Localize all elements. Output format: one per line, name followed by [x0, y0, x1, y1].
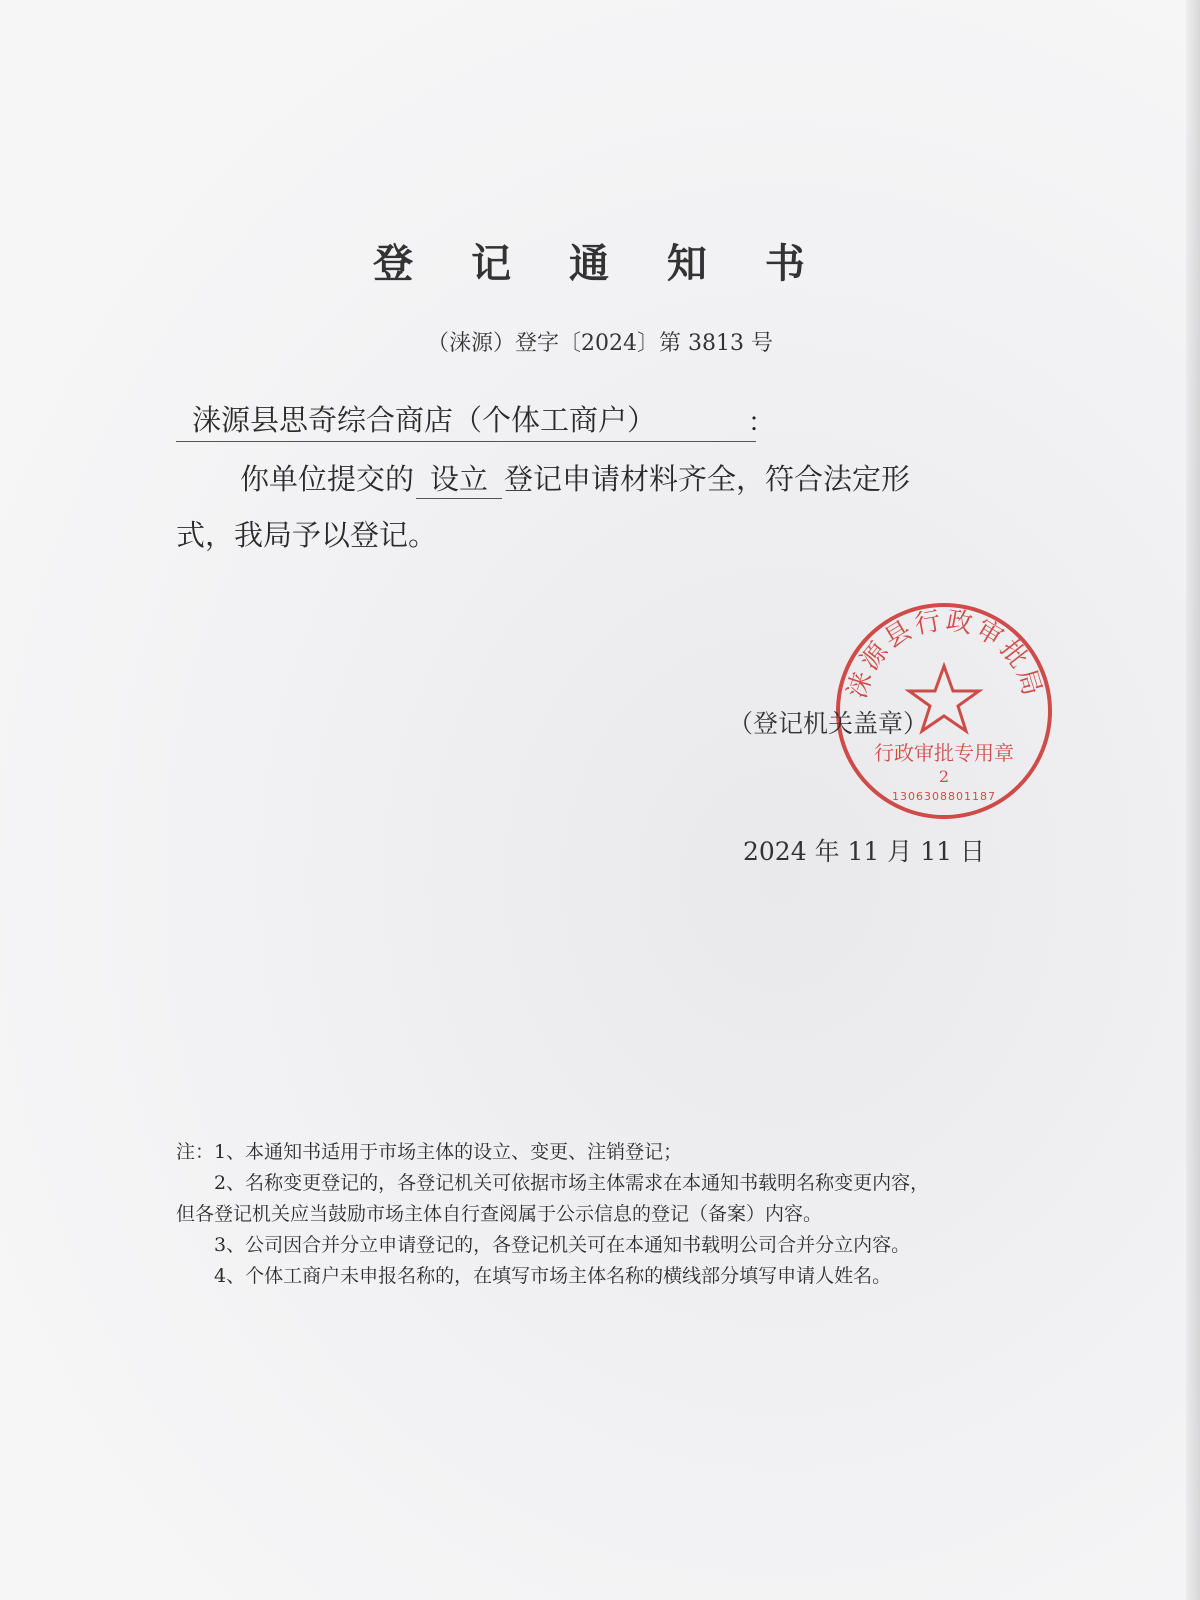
issue-date: 2024 年 11 月 11 日 — [743, 837, 985, 866]
recipient-name: 涞源县思奇综合商店（个体工商户） — [176, 398, 756, 442]
note-line: 2、名称变更登记的，各登记机关可依据市场主体需求在本通知书载明名称变更内容， — [176, 1172, 930, 1194]
notes-section — [176, 1137, 1026, 1292]
body-line-2: 式，我局予以登记。 — [176, 518, 438, 552]
body-line-1 — [240, 457, 910, 499]
note-line: 但各登记机关应当鼓励市场主体自行查阅属于公示信息的登记（备案）内容。 — [176, 1203, 823, 1225]
seal-inner-text: 行政审批专用章 — [874, 741, 1014, 765]
registration-type-fill: 设立 — [416, 457, 502, 499]
seal-code: 1306308801187 — [892, 790, 996, 803]
note-line: 注：1、本通知书适用于市场主体的设立、变更、注销登记； — [176, 1141, 683, 1163]
seal-caption: （登记机关盖章） — [728, 709, 929, 738]
seal-arc-text: 涞源县行政审批局 — [842, 605, 1048, 702]
recipient-colon: ： — [748, 408, 775, 438]
note-line: 3、公司因合并分立申请登记的，各登记机关可在本通知书载明公司合并分立内容。 — [176, 1234, 911, 1256]
body-prefix: 你单位提交的 — [240, 462, 415, 496]
document-title: 登 记 通 知 书 — [373, 241, 827, 287]
seal-number: 2 — [938, 767, 950, 786]
body-suffix: 登记申请材料齐全，符合法定形 — [504, 462, 911, 496]
note-line: 4、个体工商户未申报名称的，在填写市场主体名称的横线部分填写申请人姓名。 — [176, 1265, 892, 1287]
document-number: （涞源）登字〔2024〕第 3813 号 — [427, 331, 773, 356]
